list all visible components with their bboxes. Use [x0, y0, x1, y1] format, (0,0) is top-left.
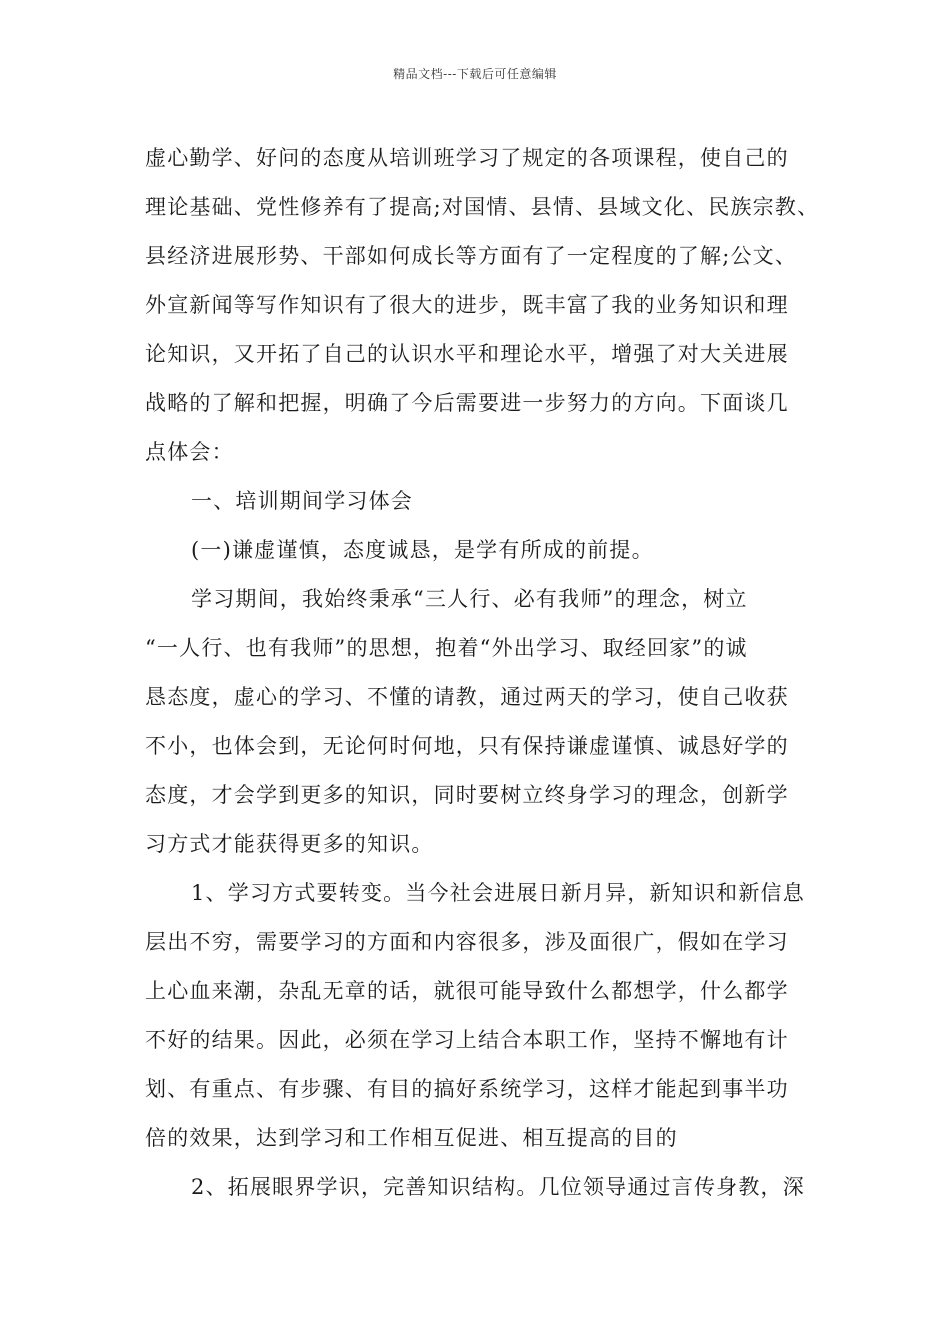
text-line: 县经济进展形势、干部如何成长等方面有了一定程度的了解;公文、: [145, 244, 798, 268]
section-heading: 一、培训期间学习体会: [191, 489, 413, 513]
text-line: “一人行、也有我师”的思想，抱着“外出学习、取经回家”的诚: [145, 636, 748, 660]
text-line: 外宣新闻等写作知识有了很大的进步，既丰富了我的业务知识和理: [145, 293, 789, 317]
text-line: 理论基础、党性修养有了提高;对国情、县情、县域文化、民族宗教、: [145, 195, 820, 219]
paragraph-start: 2、拓展眼界学识，完善知识结构。几位领导通过言传身教，深: [191, 1175, 805, 1199]
paragraph-start: 1、学习方式要转变。当今社会进展日新月异，新知识和新信息: [191, 881, 805, 905]
text-line: 层出不穷，需要学习的方面和内容很多，涉及面很广，假如在学习: [145, 930, 789, 954]
text-line: 不小，也体会到，无论何时何地，只有保持谦虚谨慎、诚恳好学的: [145, 734, 789, 758]
text-line: 倍的效果，达到学习和工作相互促进、相互提高的目的: [145, 1126, 678, 1150]
text-line: 战略的了解和把握，明确了今后需要进一步努力的方向。下面谈几: [145, 391, 789, 415]
page-header: 精品文档---下载后可任意编辑: [393, 67, 557, 81]
subsection-heading: (一)谦虚谨慎，态度诚恳，是学有所成的前提。: [191, 538, 654, 562]
body-text: [145, 134, 820, 1212]
text-line: 习方式才能获得更多的知识。: [145, 832, 434, 856]
text-line: 不好的结果。因此，必须在学习上结合本职工作，坚持不懈地有计: [145, 1028, 789, 1052]
text-line: 虚心勤学、好问的态度从培训班学习了规定的各项课程，使自己的: [145, 146, 789, 170]
text-line: 恳态度，虚心的学习、不懂的请教，通过两天的学习，使自己收获: [145, 685, 789, 709]
text-line: 态度，才会学到更多的知识，同时要树立终身学习的理念，创新学: [145, 783, 789, 807]
paragraph-start: 学习期间，我始终秉承“三人行、必有我师”的理念，树立: [191, 587, 748, 611]
text-line: 点体会：: [145, 440, 234, 464]
text-line: 上心血来潮，杂乱无章的话，就很可能导致什么都想学，什么都学: [145, 979, 789, 1003]
text-line: 划、有重点、有步骤、有目的搞好系统学习，这样才能起到事半功: [145, 1077, 789, 1101]
text-line: 论知识，又开拓了自己的认识水平和理论水平，增强了对大关进展: [145, 342, 789, 366]
